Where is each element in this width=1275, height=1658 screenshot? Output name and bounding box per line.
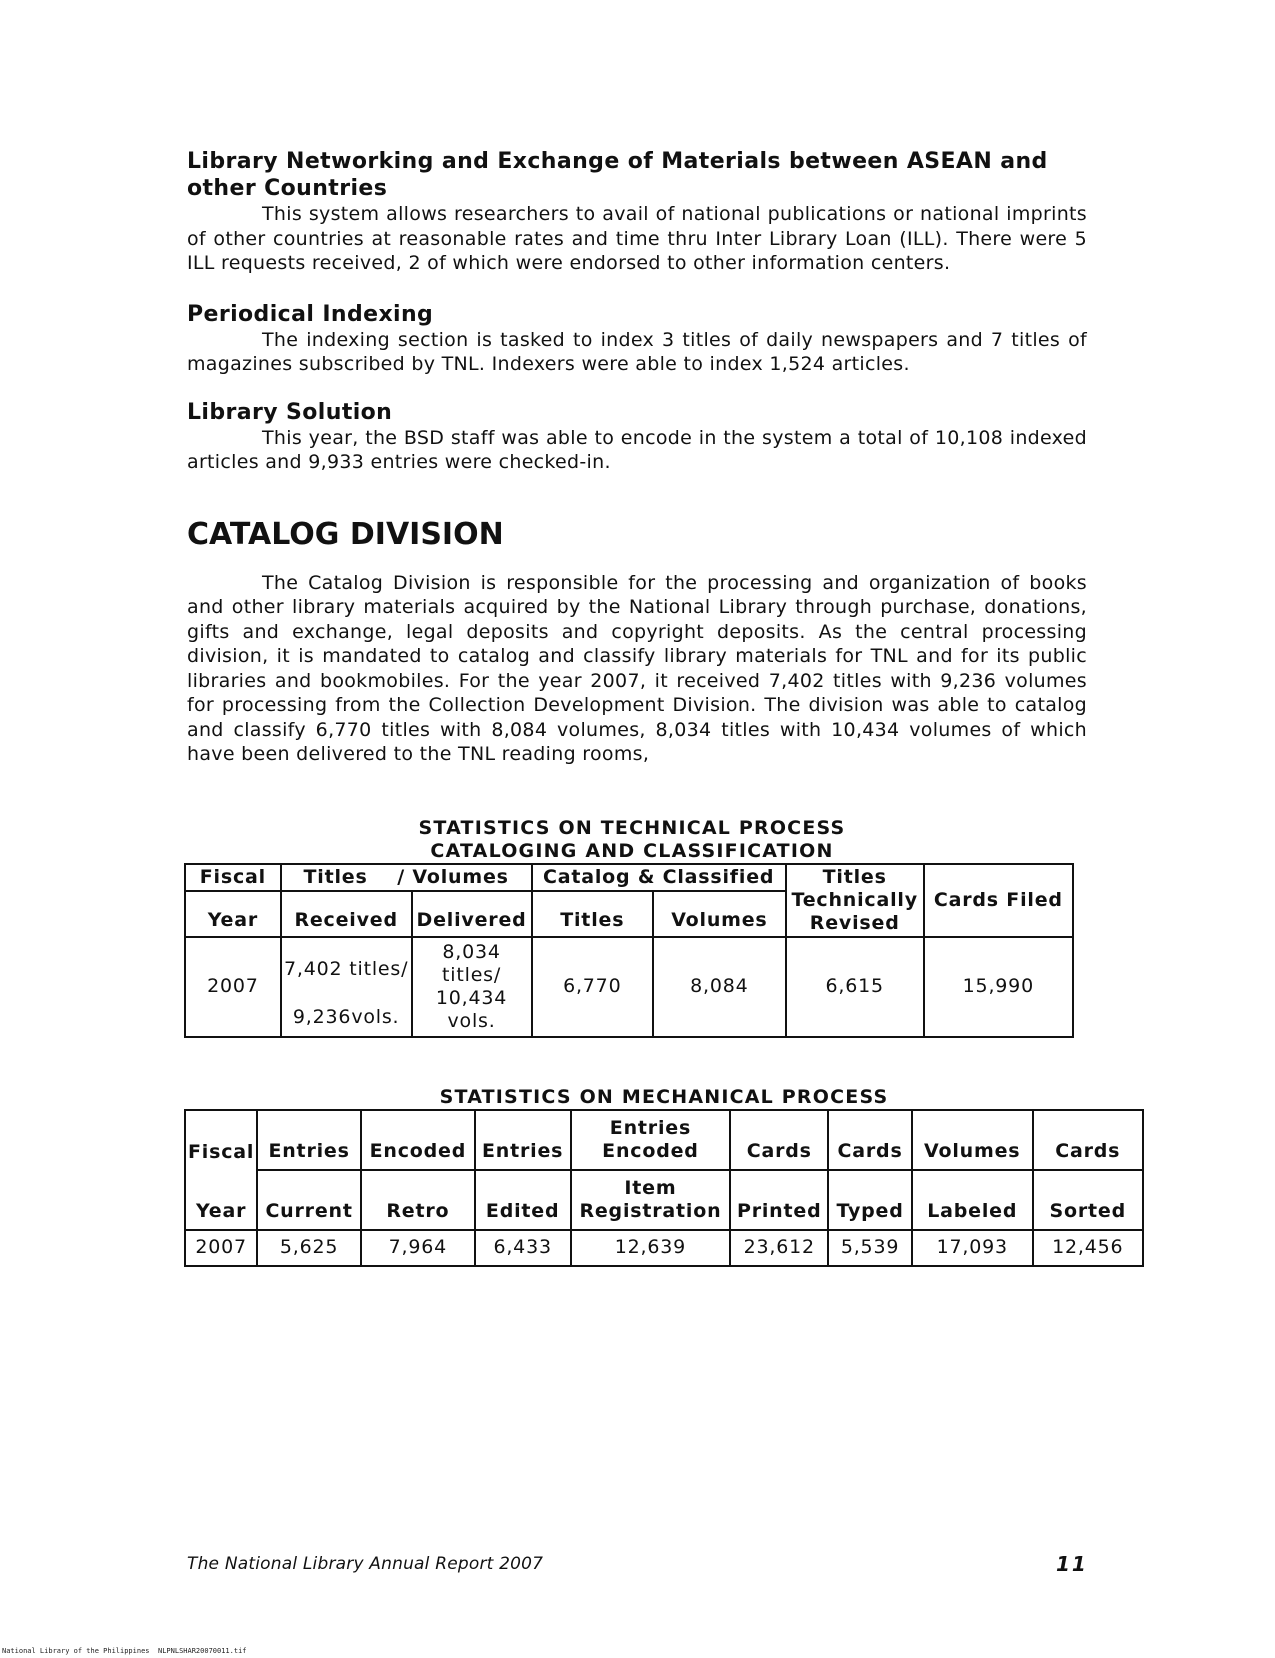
technical-table-caption-1: STATISTICS ON TECHNICAL PROCESS [418,816,846,839]
mech-value-cell: 12,456 [1033,1230,1143,1266]
mech-header-top: Fiscal [185,1110,257,1170]
mech-header-top: Volumes [912,1110,1033,1170]
mech-header-top: Cards [828,1110,912,1170]
section-heading-indexing: Periodical Indexing [187,301,434,327]
header-cards-filed: Cards Filed [924,864,1073,937]
catalog-division-body: The Catalog Division is responsible for the processing and organization of books and other library materials acquired by the National Library through purchase, donations, gifts and exchange, legal deposits and copyright deposits. As the central processing division, it is mandated to catalog and classify library materials for TNL and for its public libraries and bookmobiles. For the year 2007, it received 7,402 titles with 9,236 volumes for processing from the Collection Development Division. The division was able to catalog and classify 6,770 titles with 8,084 volumes, 8,034 titles with 10,434 volumes of which have been delivered to the TNL reading rooms, [187,571,1087,765]
mech-header-top: Encoded [361,1110,475,1170]
section-body-solution: This year, the BSD staff was able to encode in the system a total of 10,108 indexed articles and 9,933 entries were checked-in. [187,426,1087,473]
mech-header-bottom: Item Registration [571,1170,731,1230]
scan-source: National Library of the Philippines [2,1647,150,1655]
mech-header-bottom: Labeled [912,1170,1033,1230]
scan-file: NLPNLSHAR20070011.tif [158,1647,247,1655]
header-catalog-classified: Catalog & Classified [532,864,786,891]
page-content [187,148,1126,1267]
catalog-division-title: CATALOG DIVISION [187,516,504,552]
mech-header-top: Entries [257,1110,361,1170]
page-number: 11 [1056,1552,1088,1576]
cell-tech-revised: 6,615 [786,937,924,1037]
section-body-indexing: The indexing section is tasked to index 3 titles of daily newspapers and 7 titles of magazines subscribed by TNL. Indexers were able to index 1,524 articles. [187,328,1087,375]
cell-delivered: 8,034 titles/ 10,434 vols. [412,937,532,1037]
mech-header-bottom: Typed [828,1170,912,1230]
mech-header-bottom: Year [185,1170,257,1230]
mech-value-cell: 2007 [185,1230,257,1266]
mech-header-bottom: Printed [730,1170,828,1230]
mech-header-bottom: Edited [475,1170,571,1230]
mech-value-cell: 17,093 [912,1230,1033,1266]
header-cat-volumes: Volumes [653,891,786,937]
mech-value-cell: 6,433 [475,1230,571,1266]
header-cat-titles: Titles [532,891,653,937]
mech-header-top: Entries Encoded [571,1110,731,1170]
cell-received: 7,402 titles/ 9,236vols. [281,937,412,1037]
header-fiscal: Fiscal [185,864,281,891]
cell-cat-volumes: 8,084 [653,937,786,1037]
header-delivered: Delivered [412,891,532,937]
section-body-networking: This system allows researchers to avail of national publications or national imprints of other countries at reasonable rates and time thru Inter Library Loan (ILL). There were 5 ILL requests received, 2 of which were endorsed to other information centers. [187,203,1087,274]
mech-header-bottom: Sorted [1033,1170,1143,1230]
cell-cat-titles: 6,770 [532,937,653,1037]
header-tech-revised: Titles Technically Revised [786,864,924,937]
mech-value-cell: 7,964 [361,1230,475,1266]
mech-header-top: Cards [1033,1110,1143,1170]
header-year: Year [185,891,281,937]
mech-value-cell: 12,639 [571,1230,731,1266]
footer-report-title: The National Library Annual Report 2007 [187,1554,544,1574]
technical-table-block [187,817,1077,1038]
mech-header-bottom: Current [257,1170,361,1230]
cell-cards-filed: 15,990 [924,937,1073,1037]
mech-value-cell: 23,612 [730,1230,828,1266]
mechanical-table-caption: STATISTICS ON MECHANICAL PROCESS [439,1085,889,1108]
section-heading-solution: Library Solution [187,399,393,425]
technical-process-table [184,863,1074,1038]
section-heading-networking: Library Networking and Exchange of Materials between ASEAN and other Countries [187,149,1048,201]
mech-header-bottom: Retro [361,1170,475,1230]
cell-year: 2007 [185,937,281,1037]
mech-header-top: Cards [730,1110,828,1170]
header-received: Received [281,891,412,937]
mech-value-cell: 5,539 [828,1230,912,1266]
mechanical-table-block [184,1086,1144,1267]
mech-value-cell: 5,625 [257,1230,361,1266]
mech-header-top: Entries [475,1110,571,1170]
mechanical-process-table [184,1109,1144,1267]
technical-table-caption-2: CATALOGING AND CLASSIFICATION [430,839,834,862]
header-titles-volumes: Titles / Volumes [281,864,532,891]
